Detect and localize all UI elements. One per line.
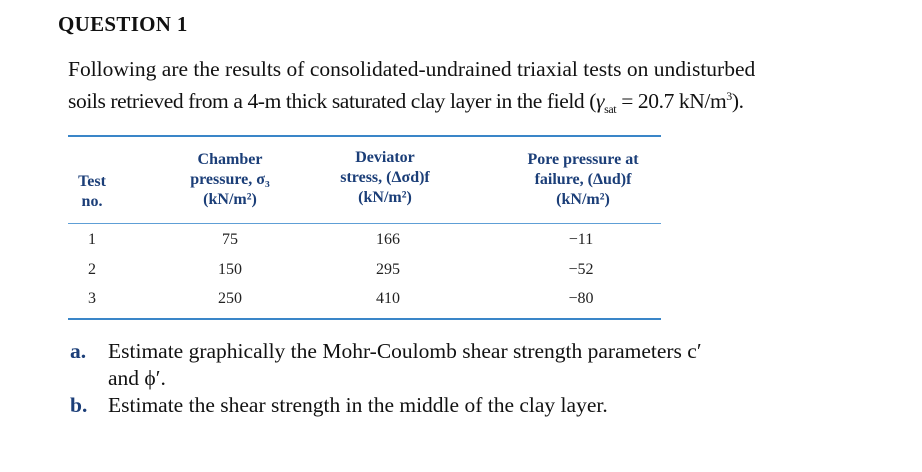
header-deviator-line3: (kN/m²) (358, 189, 412, 206)
cell-pore: −80 (568, 290, 594, 307)
header-deviator-line2: stress, (Δσd)f (340, 169, 430, 186)
cell-pore: −52 (568, 261, 594, 278)
unit-exponent: 3 (726, 89, 732, 103)
header-deviator-line1: Deviator (355, 149, 415, 166)
cell-test: 1 (88, 231, 96, 248)
part-a-line1: Estimate graphically the Mohr-Coulomb shear strength parameters c′ (108, 339, 702, 363)
header-chamber-pressure (160, 150, 300, 210)
cell-chamber: 150 (218, 261, 242, 278)
header-test-line1: Test (78, 173, 106, 190)
question-parts (70, 338, 702, 419)
header-chamber-line3: (kN/m²) (203, 191, 257, 208)
cell-deviator: 295 (376, 261, 400, 278)
part-b-letter: b. (70, 393, 88, 417)
cell-test: 2 (88, 261, 96, 278)
header-bottom-rule (68, 223, 661, 224)
table-top-rule (68, 135, 661, 137)
unit-weight-subscript: sat (604, 102, 617, 116)
part-a (70, 338, 702, 392)
cell-deviator: 166 (376, 231, 400, 248)
header-test-line2: no. (81, 193, 103, 210)
statement-line-2-text: soils retrieved from a 4-m thick saturated clay layer in the field ( (68, 89, 597, 113)
cell-test: 3 (88, 290, 96, 307)
statement-line-1: Following are the results of consolidated-undrained triaxial tests on undisturbed (68, 57, 756, 81)
cell-deviator: 410 (376, 290, 400, 307)
header-pore-pressure (498, 150, 668, 210)
cell-chamber: 250 (218, 290, 242, 307)
header-pore-line1: Pore pressure at (527, 151, 639, 168)
problem-statement (68, 56, 868, 123)
statement-close: ). (731, 89, 744, 113)
part-a-letter: a. (70, 339, 87, 363)
statement-line-2 (68, 83, 868, 123)
part-a-line2: and ϕ′. (108, 366, 166, 390)
unit-weight-symbol: γ (596, 89, 605, 113)
header-pore-line3: (kN/m²) (556, 191, 610, 208)
header-chamber-line2: pressure, σ₃ (190, 171, 270, 188)
part-b-line1: Estimate the shear strength in the middle of the clay layer. (108, 393, 608, 417)
header-deviator-stress (315, 148, 455, 208)
table-bottom-rule (68, 318, 661, 320)
header-test (62, 172, 122, 212)
cell-pore: −11 (568, 231, 594, 248)
header-chamber-line1: Chamber (197, 151, 263, 168)
unit-weight-value: = 20.7 kN/m (616, 89, 727, 113)
part-b (70, 392, 702, 419)
question-heading: QUESTION 1 (58, 12, 188, 36)
header-pore-line2: failure, (Δud)f (534, 171, 632, 188)
cell-chamber: 75 (222, 231, 238, 248)
